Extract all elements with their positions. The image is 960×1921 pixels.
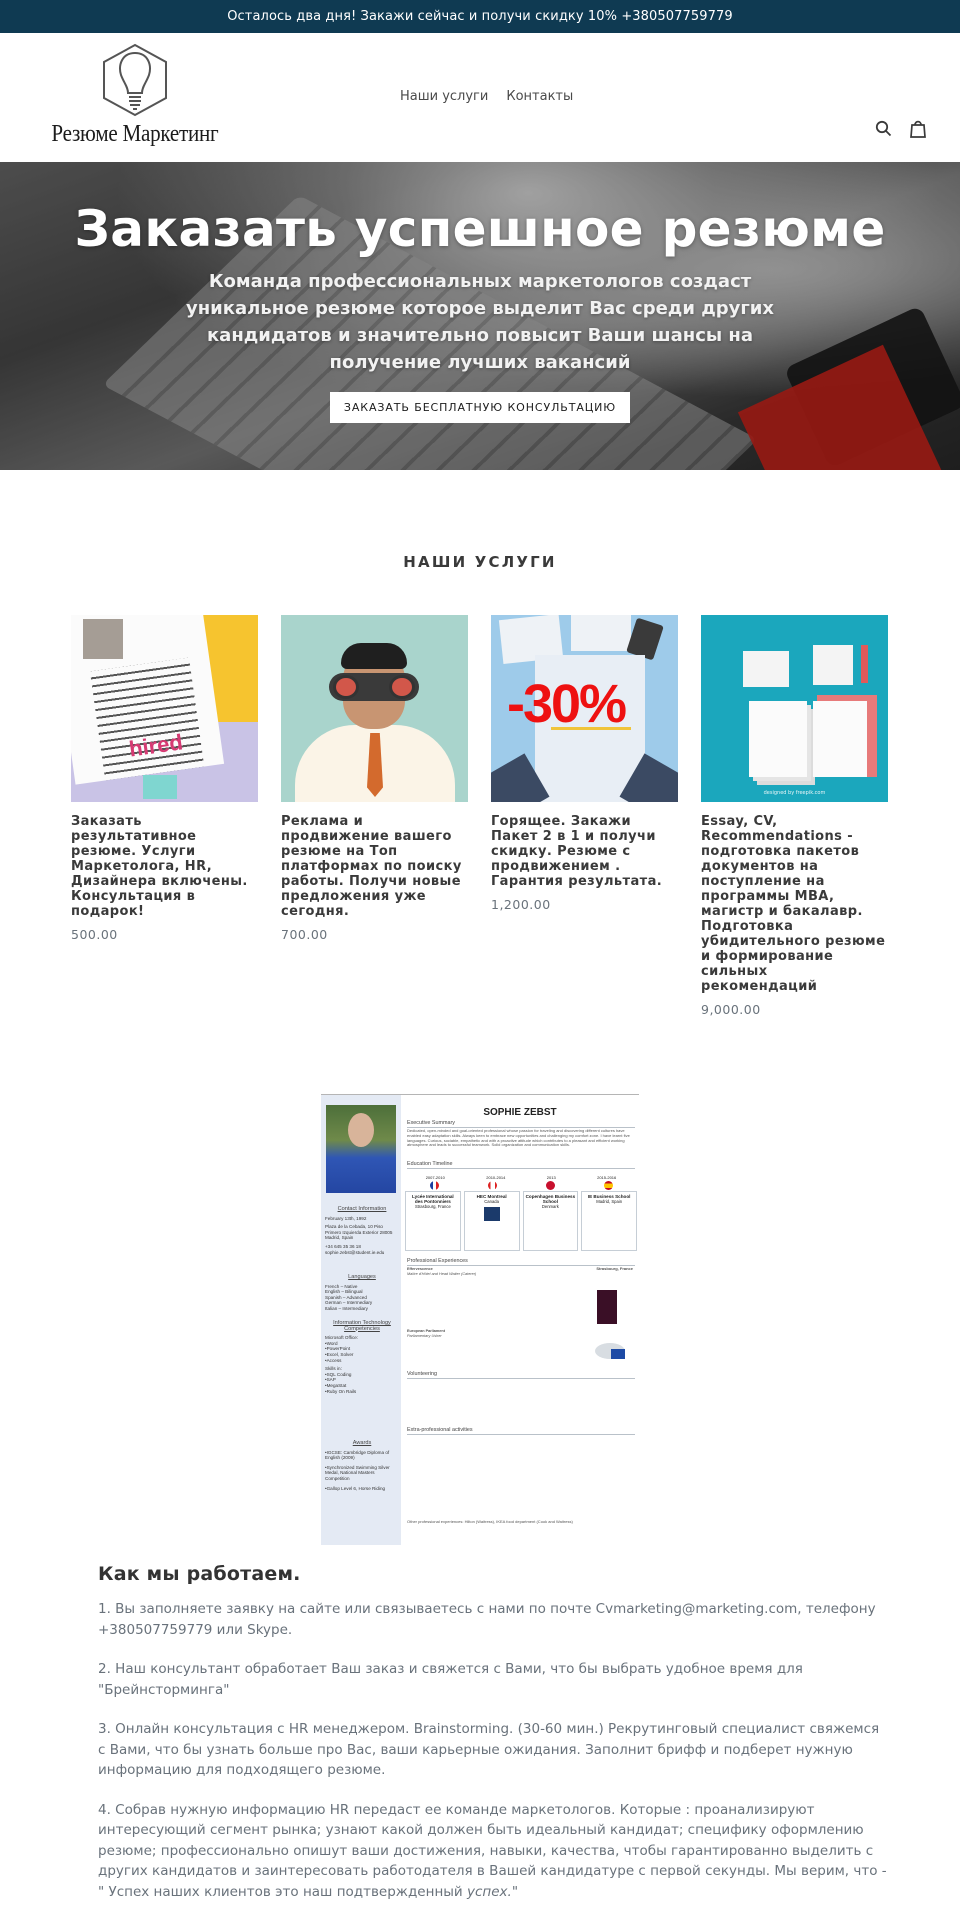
- product-card[interactable]: [281, 615, 468, 1017]
- logo-text: Резюме Маркетинг: [51, 121, 219, 147]
- lightbulb-hexagon-icon: [100, 43, 170, 117]
- step-2: 2. Наш консультант обработает Ваш заказ и свяжется с Вами, что бы выбрать удобное время для "Брейнсторминга": [98, 1661, 803, 1698]
- hero-title: Заказать успешное резюме: [74, 200, 886, 258]
- product-title[interactable]: Essay, CV, Recommendations - подготовка пакетов документов на поступление на программы MBA, магистр и бакалавр. Подготовка убидительного резюме и формирование сильных рекомендаций: [701, 814, 886, 994]
- resume-it-skills: Information Technology Competencies Microsoft Office: •Word •PowerPoint •Excel, Solver •Access Skills in: •SQL Coding •SAP •MegaStat •Ruby On Rails: [325, 1320, 391, 1394]
- product-image-resume-hired[interactable]: hired: [71, 615, 258, 802]
- product-card[interactable]: [71, 615, 258, 1017]
- step-1: 1. Вы заполняете заявку на сайте или связываетесь с нами по почте Cvmarketing@marketing.com, телефону +380507759779 или Skype.: [98, 1601, 876, 1638]
- logo-link[interactable]: [40, 43, 230, 155]
- product-image-binoculars-man[interactable]: [281, 615, 468, 802]
- services-section: [0, 553, 960, 1017]
- hero-banner: [0, 162, 960, 470]
- flag-france-icon: [430, 1181, 439, 1190]
- nav-link-contacts[interactable]: Контакты: [506, 89, 574, 104]
- product-image-documents[interactable]: designed by freepik.com: [701, 615, 888, 802]
- resume-photo: [326, 1105, 396, 1193]
- resume-sample-image: Contact Information February 13th, 1992 Plaza de la Cebada, 10 Piso Primero Izquierda Exterior 28005 Madrid, Spain +34 645 35 36 18 sophie.zebst@student.ie.edu Languages French – Native English – Bilingual Spanish – Advanced German – Intermediary Italian – Intermediary Information Technology Competencies Microsoft Office: •Word •PowerPoint •Excel, Solver •Access Skills in: •SQL Coding •SAP •MegaStat •Ruby On Rails Awards •IGCSE: Cambridge Diploma of English (2009) •Synchronized Swimming Silver Medal, National Masters Competition •Gallop Level 6, Horse Riding SOPHIE ZEBST Executive Summary Dedicated, open-minded and goal-oriented professional whose passion for traveling and discovering different cultures have enabled easy adaptation skills. Always keen to embrace new opportunities and challenging my comfort zone. I have learnt five languages. Curious, sociable, empathetic and with a proactive attitude which contributes to a pleasant and efficient working atmosphere and leads to successful teamwork. Solid organization and communication skills. Education Timeline 2007-2010 2010-2014 2013 2015-2016 Lycée International des Pontonniers Strasbourg, France HEC Montreal Canada Copenhagen Business School Denmark IE Business School Madrid, Spain Professional Experiences Effervescence Maître d'Hôtel and Head Waiter (Caterer) Strasbourg, France European Parliament Parliamentary Usher Volunteering Extra-professional activities Other professional experiences: Hilton (Waitress), IKEA food department (Cook and Waitress): [321, 1094, 639, 1545]
- product-price: 500.00: [71, 927, 118, 942]
- product-image-discount[interactable]: -30%: [491, 615, 678, 802]
- free-consultation-button[interactable]: ЗАКАЗАТЬ БЕСПЛАТНУЮ КОНСУЛЬТАЦИЮ: [330, 392, 630, 423]
- services-heading: НАШИ УСЛУГИ: [403, 553, 557, 571]
- product-title[interactable]: Реклама и продвижение вашего резюме на Топ платформах по поиску работы. Получи новые предложения уже сегодня.: [281, 814, 462, 919]
- site-header: [0, 33, 960, 162]
- header-actions: [875, 119, 926, 138]
- product-card[interactable]: [701, 615, 888, 1017]
- step-3: 3. Онлайн консультация с HR менеджером. Brainstorming. (30-60 мин.) Рекрутинговый специалист свяжемся с Вами, что бы узнать больше про Вас, ваши карьерные ожидания. Заполнит брифф и подберет нужную информацию для подходящего резюме.: [98, 1721, 880, 1778]
- product-title[interactable]: Заказать результативное резюме. Услуги Маркетолога, HR, Дизайнера включены. Консультация в подарок!: [71, 814, 248, 919]
- product-grid: [71, 615, 960, 1017]
- announcement-bar: [0, 0, 960, 33]
- resume-name: SOPHIE ZEBST: [483, 1107, 557, 1118]
- flag-canada-icon: [488, 1181, 497, 1190]
- flag-spain-icon: [604, 1181, 613, 1190]
- search-icon[interactable]: [875, 120, 892, 137]
- resume-awards: Awards •IGCSE: Cambridge Diploma of English (2009) •Synchronized Swimming Silver Medal, National Masters Competition •Gallop Level 6, Horse Riding: [325, 1440, 390, 1491]
- nav-link-services[interactable]: Наши услуги: [400, 89, 489, 104]
- product-price: 700.00: [281, 927, 328, 942]
- main-nav: [400, 89, 573, 104]
- product-card[interactable]: [491, 615, 678, 1017]
- product-price: 1,200.00: [491, 897, 551, 912]
- hero-subtitle: Команда профессиональных маркетологов создаст уникальное резюме которое выделит Вас среди других кандидатов и значительно повысит Ваши шансы на получение лучших вакансий: [185, 271, 774, 373]
- resume-languages: Languages French – Native English – Bilingual Spanish – Advanced German – Intermediary Italian – Intermediary: [325, 1274, 376, 1311]
- resume-contact: Contact Information February 13th, 1992 Plaza de la Cebada, 10 Piso Primero Izquierda Exterior 28005 Madrid, Spain +34 645 35 36 18 sophie.zebst@student.ie.edu: [325, 1206, 393, 1255]
- product-title[interactable]: Горящее. Закажи Пакет 2 в 1 и получи скидку. Резюме с продвижением . Гарантия результата.: [491, 814, 663, 889]
- shopping-bag-icon[interactable]: [910, 119, 926, 138]
- product-price: 9,000.00: [701, 1002, 761, 1017]
- announcement-text: Осталось два дня! Закажи сейчас и получи скидку 10% +380507759779: [227, 9, 733, 24]
- resume-education-timeline: Lycée International des Pontonniers Strasbourg, France HEC Montreal Canada Copenhagen Business School Denmark IE Business School Madrid, Spain: [405, 1191, 637, 1251]
- how-we-work-heading: Как мы работаем.: [98, 1563, 301, 1585]
- how-we-work-section: [98, 1563, 888, 1902]
- step-4: 4. Собрав нужную информацию HR передаст ее команде маркетологов. Которые : проанализируют интересующий сегмент рынка; узнают какой должен быть идеальный кандидат; специфику оформлению резюме; профессионально опишут ваши достижения, навыки, качества, чтобы гарантированно выделить с других кандидатов и заинтересовать работодателя в Вашей кандидатуре с первой секунды. Мы верим, что - " Успех наших клиентов это наш подтвержденный успех.": [98, 1801, 887, 1900]
- flag-denmark-icon: [546, 1181, 555, 1190]
